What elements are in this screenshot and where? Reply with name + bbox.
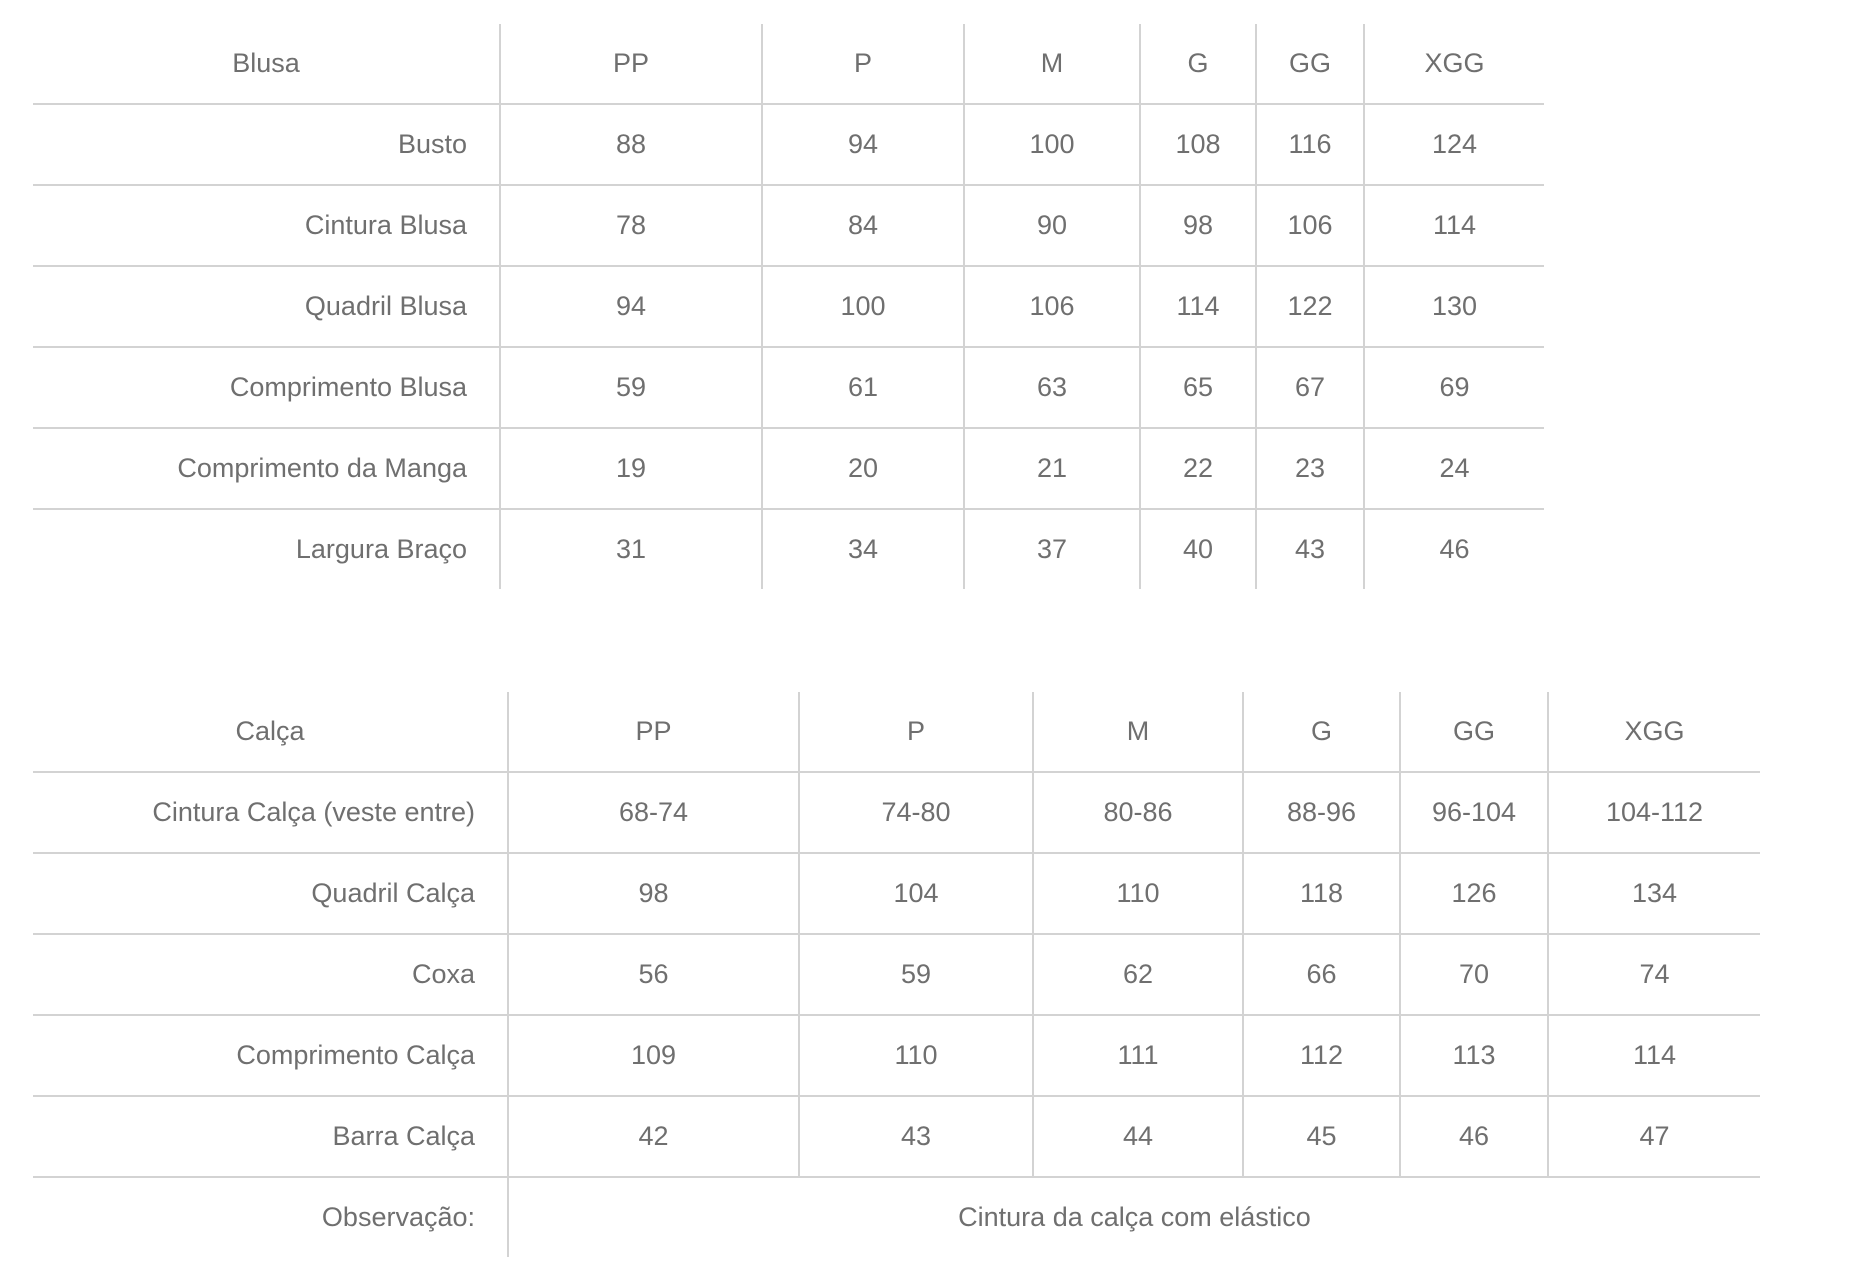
table-cell: 78 xyxy=(500,185,762,266)
table-cell: 114 xyxy=(1364,185,1544,266)
table-title: Blusa xyxy=(33,24,500,104)
table-cell: 90 xyxy=(964,185,1140,266)
table-cell: 109 xyxy=(508,1015,799,1096)
table-cell: 40 xyxy=(1140,509,1256,589)
table-row xyxy=(33,509,1544,589)
table-cell: 66 xyxy=(1243,934,1400,1015)
table-cell: 69 xyxy=(1364,347,1544,428)
table-cell: 111 xyxy=(1033,1015,1243,1096)
table-cell: 88-96 xyxy=(1243,772,1400,853)
table-row xyxy=(33,266,1544,347)
table-cell: 43 xyxy=(1256,509,1364,589)
table-cell: 98 xyxy=(1140,185,1256,266)
table-row xyxy=(33,853,1760,934)
table-cell: 19 xyxy=(500,428,762,509)
measure-label: Comprimento Calça xyxy=(33,1015,508,1096)
table-cell: 61 xyxy=(762,347,964,428)
measure-label: Largura Braço xyxy=(295,534,467,564)
size-header: PP xyxy=(508,692,799,772)
table-cell: 65 xyxy=(1140,347,1256,428)
size-header: M xyxy=(964,24,1140,104)
table-cell: 106 xyxy=(964,266,1140,347)
size-header: G xyxy=(1140,24,1256,104)
table-cell: 59 xyxy=(500,347,762,428)
table-cell: 70 xyxy=(1400,934,1548,1015)
measure-label: Coxa xyxy=(33,934,508,1015)
table-cell: 124 xyxy=(1364,104,1544,185)
table-cell: 47 xyxy=(1548,1096,1760,1177)
table-cell: 114 xyxy=(1548,1015,1760,1096)
table-cell: 45 xyxy=(1243,1096,1400,1177)
table-cell: 108 xyxy=(1140,104,1256,185)
table-cell: 59 xyxy=(799,934,1033,1015)
table-cell: 134 xyxy=(1548,853,1760,934)
size-header: PP xyxy=(500,24,762,104)
measure-label: Comprimento da Manga xyxy=(33,428,500,509)
table-cell: 37 xyxy=(964,509,1140,589)
table-row xyxy=(33,428,1544,509)
size-header: G xyxy=(1243,692,1400,772)
table-cell: 21 xyxy=(964,428,1140,509)
table-cell: 100 xyxy=(762,266,964,347)
table-row xyxy=(33,1015,1760,1096)
measure-label: Barra Calça xyxy=(33,1096,508,1177)
table-cell: 34 xyxy=(762,509,964,589)
measure-label: Busto xyxy=(33,104,500,185)
table-title: Calça xyxy=(33,692,508,772)
note-row xyxy=(33,1177,1760,1257)
table-cell: 110 xyxy=(1033,853,1243,934)
table-cell: 118 xyxy=(1243,853,1400,934)
table-cell: 88 xyxy=(500,104,762,185)
measure-label: Cintura Blusa xyxy=(33,185,500,266)
table-cell: 84 xyxy=(762,185,964,266)
note-text: Cintura da calça com elástico xyxy=(508,1177,1760,1257)
table-cell: 23 xyxy=(1256,428,1364,509)
calca-size-table xyxy=(33,692,1760,1257)
table-cell: 106 xyxy=(1256,185,1364,266)
table-cell: 126 xyxy=(1400,853,1548,934)
table-cell: 112 xyxy=(1243,1015,1400,1096)
note-label: Observação: xyxy=(321,1202,475,1232)
table-cell: 80-86 xyxy=(1033,772,1243,853)
table-cell: 67 xyxy=(1256,347,1364,428)
table-cell: 96-104 xyxy=(1400,772,1548,853)
table-cell: 113 xyxy=(1400,1015,1548,1096)
measure-label: Quadril Calça xyxy=(33,853,508,934)
size-header: GG xyxy=(1256,24,1364,104)
table-row xyxy=(33,934,1760,1015)
table-row xyxy=(33,104,1544,185)
size-header: XGG xyxy=(1364,24,1544,104)
table-cell: 74 xyxy=(1548,934,1760,1015)
table-cell: 104 xyxy=(799,853,1033,934)
table-cell: 62 xyxy=(1033,934,1243,1015)
size-header: P xyxy=(799,692,1033,772)
table-row xyxy=(33,347,1544,428)
measure-label: Quadril Blusa xyxy=(33,266,500,347)
table-cell: 42 xyxy=(508,1096,799,1177)
table-cell: 24 xyxy=(1364,428,1544,509)
table-cell: 46 xyxy=(1364,509,1544,589)
table-cell: 94 xyxy=(762,104,964,185)
table-cell: 63 xyxy=(964,347,1140,428)
size-header: P xyxy=(762,24,964,104)
table-header-row xyxy=(33,24,1544,104)
size-header: M xyxy=(1033,692,1243,772)
table-header-row xyxy=(33,692,1760,772)
measure-label: Comprimento Blusa xyxy=(33,347,500,428)
table-cell: 68-74 xyxy=(508,772,799,853)
table-cell: 74-80 xyxy=(799,772,1033,853)
table-row xyxy=(33,185,1544,266)
size-header: XGG xyxy=(1548,692,1760,772)
table-cell: 110 xyxy=(799,1015,1033,1096)
table-cell: 122 xyxy=(1256,266,1364,347)
table-cell: 104-112 xyxy=(1548,772,1760,853)
size-header: GG xyxy=(1400,692,1548,772)
measure-label: Cintura Calça (veste entre) xyxy=(33,772,508,853)
table-cell: 100 xyxy=(964,104,1140,185)
table-cell: 94 xyxy=(500,266,762,347)
table-cell: 116 xyxy=(1256,104,1364,185)
blusa-size-table xyxy=(33,24,1544,589)
table-cell: 20 xyxy=(762,428,964,509)
table-cell: 130 xyxy=(1364,266,1544,347)
table-cell: 114 xyxy=(1140,266,1256,347)
table-cell: 56 xyxy=(508,934,799,1015)
table-cell: 46 xyxy=(1400,1096,1548,1177)
table-cell: 44 xyxy=(1033,1096,1243,1177)
table-cell: 43 xyxy=(799,1096,1033,1177)
table-cell: 31 xyxy=(500,509,762,589)
table-cell: 98 xyxy=(508,853,799,934)
table-cell: 22 xyxy=(1140,428,1256,509)
table-row xyxy=(33,772,1760,853)
table-row xyxy=(33,1096,1760,1177)
